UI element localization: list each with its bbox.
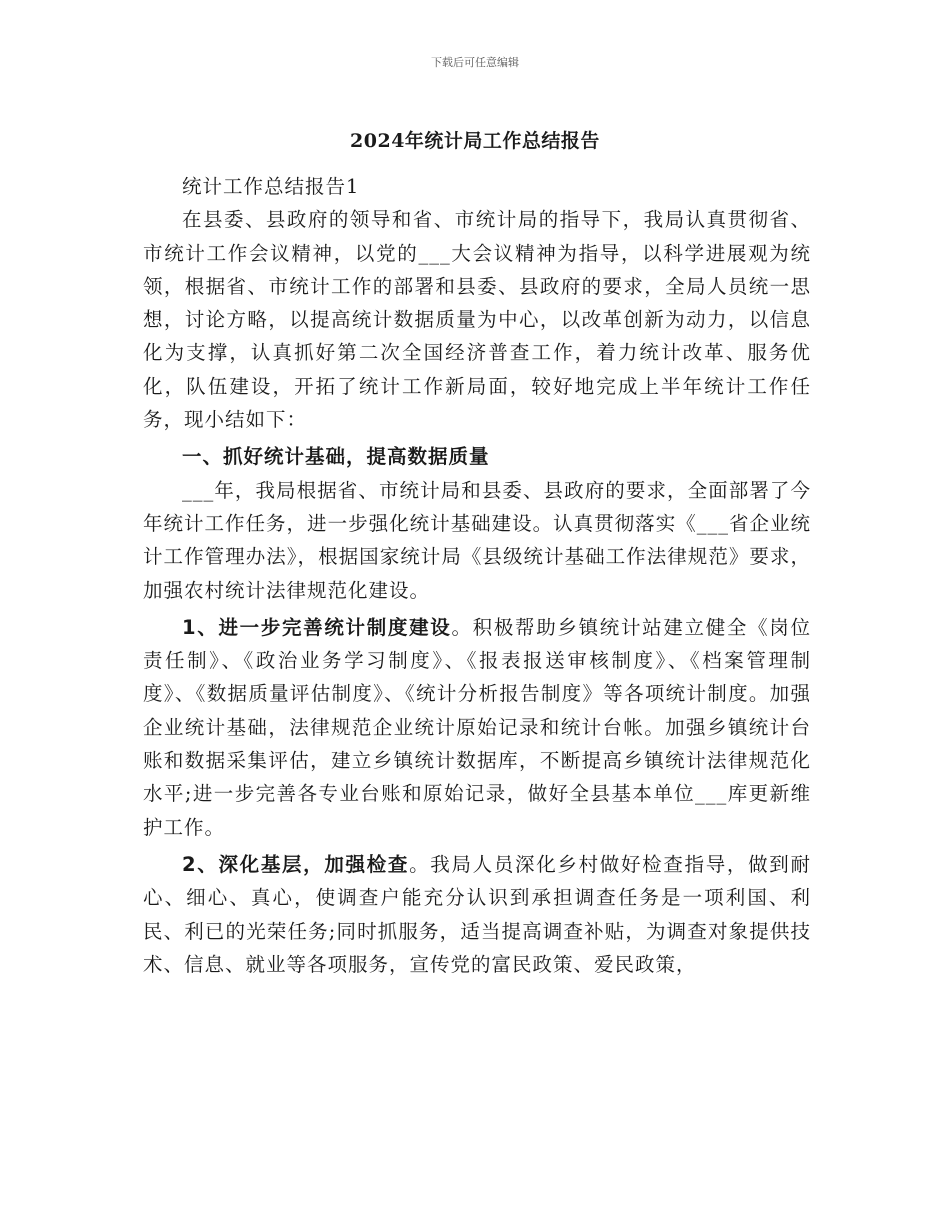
item-2-text: 。我局人员深化乡村做好检查指导，做到耐心、细心、真心，使调查户能充分认识到承担调查任务是一项利国、利民、利已的光荣任务;同时抓服务，适当提高调查补贴，为调查对象提供技术、信息、就业等各项服务，宣传党的富民政策、爱民政策， <box>143 852 811 976</box>
section-heading-1: 一、抓好统计基础，提高数据质量 <box>182 445 490 469</box>
document-title: 2024年统计局工作总结报告 <box>350 130 600 152</box>
item-2-heading: 2、深化基层，加强检查 <box>182 852 410 876</box>
section-1-paragraph: ___年，我局根据省、市统计局和县委、县政府的要求，全面部署了今年统计工作任务，进一步强化统计基础建设。认真贯彻落实《___省企业统计工作管理办法》，根据国家统计局《县级统计基础工作法律规范》要求，加强农村统计法律规范化建设。 <box>143 478 811 602</box>
subtitle-paragraph: 统计工作总结报告1 <box>182 175 360 198</box>
intro-paragraph: 在县委、县政府的领导和省、市统计局的指导下，我局认真贯彻省、市统计工作会议精神，以党的___大会议精神为指导，以科学进展观为统领，根据省、市统计工作的部署和县委、县政府的要求，全局人员统一思想，讨论方略，以提高统计数据质量为中心，以改革创新为动力，以信息化为支撑，认真抓好第二次全国经济普查工作，着力统计改革、服务优化，队伍建设，开拓了统计工作新局面，较好地完成上半年统计工作任务，现小结如下： <box>143 208 811 432</box>
item-1-text: 。积极帮助乡镇统计站建立健全《岗位责任制》、《政治业务学习制度》、《报表报送审核制度》、《档案管理制度》、《数据质量评估制度》、《统计分析报告制度》等各项统计制度。加强企业统计基础，法律规范企业统计原始记录和统计台帐。加强乡镇统计台账和数据采集评估，建立乡镇统计数据库，不断提高乡镇统计法律规范化水平;进一步完善各专业台账和原始记录，做好全县基本单位___库更新维护工作。 <box>143 615 811 839</box>
item-2-paragraph <box>143 848 811 981</box>
document-body <box>143 170 811 981</box>
header-note: 下载后可任意编辑 <box>431 56 519 69</box>
item-1-heading: 1、进一步完善统计制度建设 <box>182 615 452 639</box>
item-1-paragraph <box>143 611 811 844</box>
